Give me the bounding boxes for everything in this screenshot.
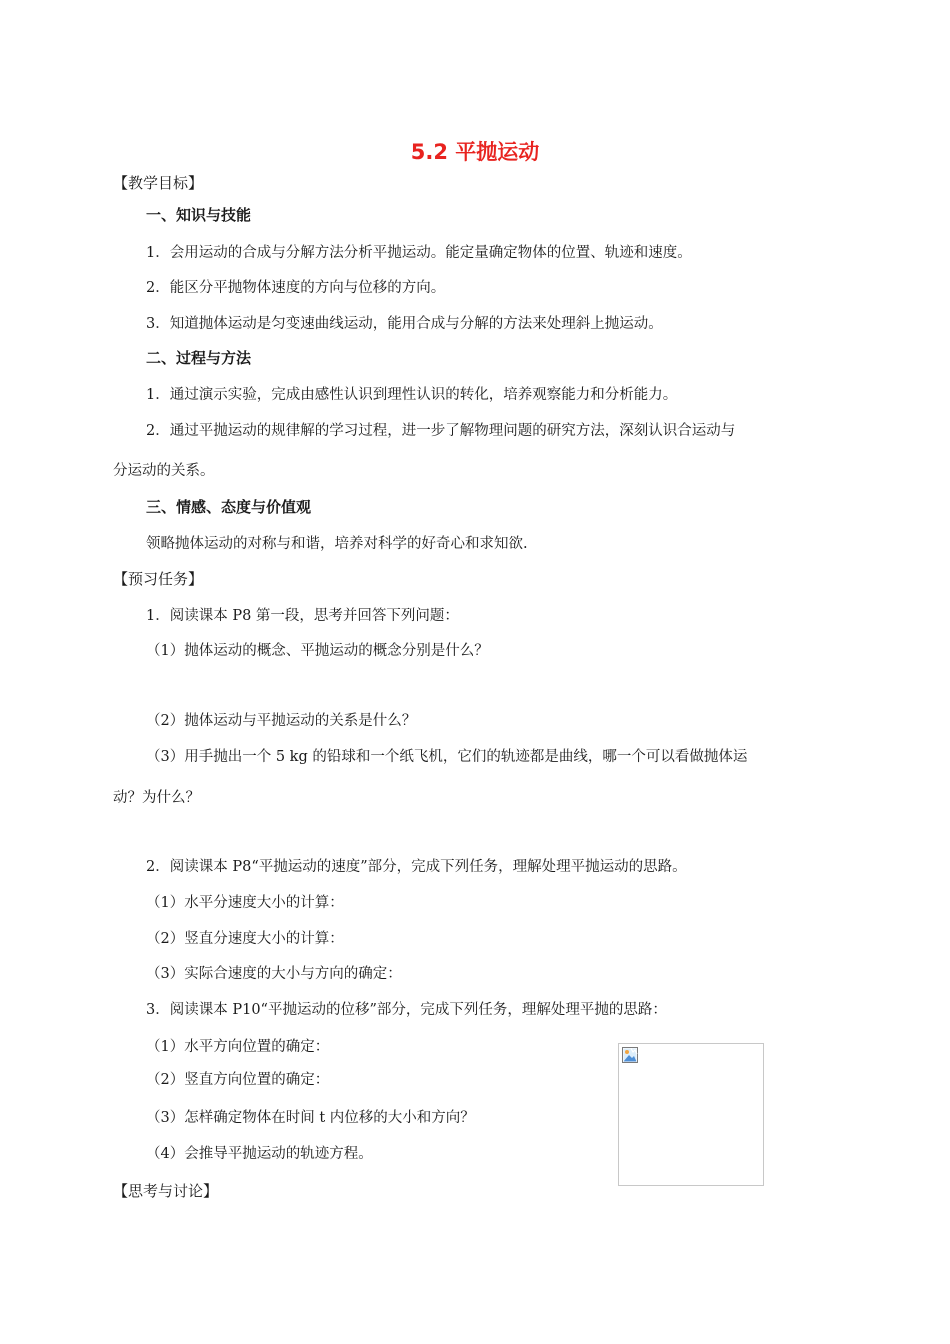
section-objectives: 【教学目标】 [113, 174, 204, 192]
preview-task3-question: （4）会推导平抛运动的轨迹方程。 [146, 1146, 373, 1162]
objectives-part3-heading: 三、情感、态度与价值观 [146, 498, 312, 516]
objectives-part2-item: 2．通过平抛运动的规律解的学习过程，进一步了解物理问题的研究方法，深刻认识合运动与 [146, 423, 736, 439]
preview-task2-question: （1）水平分速度大小的计算： [146, 895, 344, 911]
section-preview: 【预习任务】 [113, 570, 204, 588]
preview-task1: 1．阅读课本 P8 第一段，思考并回答下列问题： [146, 608, 459, 624]
objectives-part2-heading: 二、过程与方法 [146, 349, 252, 367]
objectives-part1-heading: 一、知识与技能 [146, 206, 252, 224]
objectives-part1-item: 3．知道抛体运动是匀变速曲线运动，能用合成与分解的方法来处理斜上抛运动。 [146, 316, 663, 332]
objectives-part2-item: 1．通过演示实验，完成由感性认识到理性认识的转化，培养观察能力和分析能力。 [146, 387, 678, 403]
preview-task3: 3．阅读课本 P10“平抛运动的位移”部分，完成下列任务，理解处理平抛的思路： [146, 1002, 667, 1018]
preview-task3-question: （2）竖直方向位置的确定： [146, 1072, 330, 1088]
preview-task2: 2．阅读课本 P8“平抛运动的速度”部分，完成下列任务，理解处理平抛运动的思路。 [146, 859, 687, 875]
image-placeholder [618, 1043, 764, 1186]
preview-task3-question: （3）怎样确定物体在时间 t 内位移的大小和方向？ [146, 1110, 475, 1126]
preview-task1-question-cont: 动？为什么？ [113, 790, 200, 806]
preview-task1-question: （2）抛体运动与平抛运动的关系是什么？ [146, 713, 417, 729]
preview-task1-question: （1）抛体运动的概念、平抛运动的概念分别是什么？ [146, 643, 489, 659]
preview-task1-question: （3）用手抛出一个 5 kg 的铅球和一个纸飞机，它们的轨迹都是曲线，哪一个可以看做抛体运 [146, 749, 748, 765]
page-title: 5.2 平抛运动 [410, 140, 540, 164]
objectives-part3-text: 领略抛体运动的对称与和谐，培养对科学的好奇心和求知欲. [146, 536, 528, 552]
objectives-part1-item: 2．能区分平抛物体速度的方向与位移的方向。 [146, 280, 446, 296]
preview-task3-question: （1）水平方向位置的确定： [146, 1039, 330, 1055]
preview-task2-question: （2）竖直分速度大小的计算： [146, 931, 344, 947]
objectives-part1-item: 1．会用运动的合成与分解方法分析平抛运动。能定量确定物体的位置、轨迹和速度。 [146, 245, 692, 261]
broken-image-icon [622, 1047, 638, 1063]
objectives-part2-item: 分运动的关系。 [113, 463, 215, 479]
section-discussion: 【思考与讨论】 [113, 1182, 219, 1200]
preview-task2-question: （3）实际合速度的大小与方向的确定： [146, 966, 402, 982]
